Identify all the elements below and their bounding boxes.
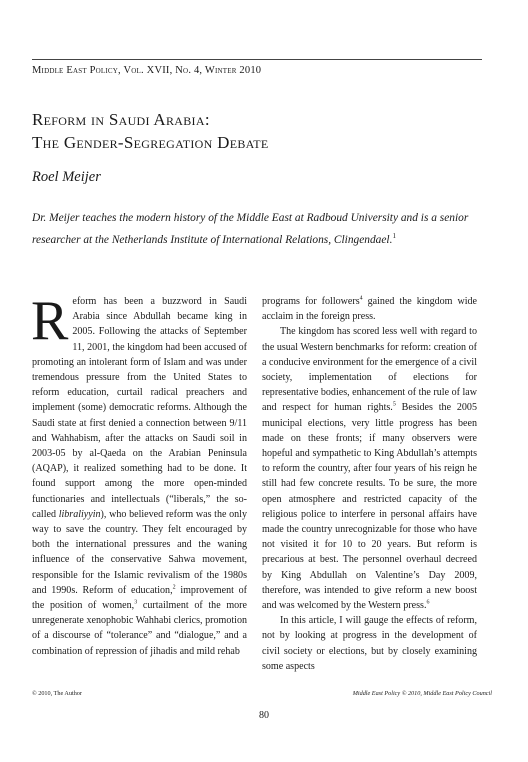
paragraph-3: In this article, I will gauge the effects of reform, not by looking at progress in the development of civil society or elections, but by closely examining some aspects (262, 615, 477, 672)
continued-text-a: programs for followers (262, 296, 360, 307)
bio-text: Dr. Meijer teaches the modern history of the Middle East at Radboud University and is a senior researcher at the Netherlands Institute of International Relations, Clingendael. (32, 212, 469, 246)
top-rule (32, 59, 482, 60)
author-bio (32, 210, 494, 249)
right-column (262, 294, 477, 674)
paragraph-1-text-b: ), who believed reform was the only way to save the country. They felt encouraged by both the international pressures and the waning influence of the conservative Sahwa movement, responsible for the Islamic revivalism of the 1980s and 1990s. Reform of education, (32, 508, 248, 596)
paragraph-2-text-a: The kingdom has scored less well with regard to the usual Western benchmarks for reform: creation of a conducive environment for the emergence of a civil society, implementation of elections for representative bodies, enhancement of the rule of law and respect for human rights. (262, 326, 477, 414)
footnote-ref-6: 6 (426, 599, 430, 606)
paragraph-continued (262, 294, 477, 324)
footnote-ref-5: 5 (392, 402, 396, 409)
paragraph-1-text-c: improvement of the position of women, (32, 584, 247, 612)
footnote-ref-3: 3 (134, 599, 138, 606)
title-line-1: Reform in Saudi Arabia: (32, 110, 210, 129)
paragraph-1-text-a: eform has been a buzzword in Saudi Arabia since Abdullah became king in 2005. Following the attacks of September 11, 2001, the kingdom had been accused of promoting an intolerant form of Islam and was under tremendous pressure from the United States to reform education, curtail radical preachers and implement (some) democratic reforms. Although the Saudi state at first denied a connection between 9/11 and Wahhabism, after the attacks on Saudi soil in 2003-05 by al-Qaeda on the Arabian Peninsula (AQAP), it realized something had to be done. It found support among the more open-minded functionaries and intellectuals (“liberals,” the so-called (32, 296, 247, 520)
copyright-journal (353, 690, 492, 697)
footnote-ref-2: 2 (172, 584, 176, 591)
running-head: Middle East Policy, Vol. XVII, No. 4, Winter 2010 (32, 65, 262, 76)
copyright-author: © 2010, The Author (32, 690, 82, 697)
paragraph-2 (262, 324, 477, 613)
copyright-journal-text: Middle East Policy © 2010, Middle East Policy Council (352, 690, 492, 697)
author-name: Roel Meijer (32, 169, 101, 185)
continued-text-b: gained the kingdom wide acclaim in the foreign press. (262, 296, 477, 323)
footnote-ref-4: 4 (359, 295, 363, 302)
footnote-ref-1: 1 (392, 231, 396, 240)
page-number: 80 (259, 710, 269, 721)
paragraph-1-text-d: curtailment of the more unregenerate xenophobic Wahhabi clerics, promotion of a discourse of “tolerance” and “dialogue,” and a combination of repression of jihadis and mild rehab (32, 600, 247, 657)
article-title (32, 108, 492, 154)
left-column (31, 290, 248, 659)
title-line-2: The Gender-Segregation Debate (32, 133, 269, 152)
paragraph-1 (31, 290, 248, 659)
drop-cap: R (31, 290, 69, 352)
italic-term: libraliyyin (58, 508, 101, 520)
paragraph-2-text-b: Besides the 2005 municipal elections, very little progress has been made on these fronts; if many observers were hopeful and sympathetic to King Abdullah’s attempts to reform the country, after four years of his reign he still had few concrete results. To be sure, the more open atmosphere and restricted capacity of the religious police to interfere in personal affairs have made the country unrecognizable for those who have not visited it for 10 to 20 years. But reform is precarious at best. The personnel overhaul decreed by King Abdullah on Valentine’s Day 2009, therefore, was intended to give reform a new boost and was welcomed by the Western press. (262, 402, 477, 612)
